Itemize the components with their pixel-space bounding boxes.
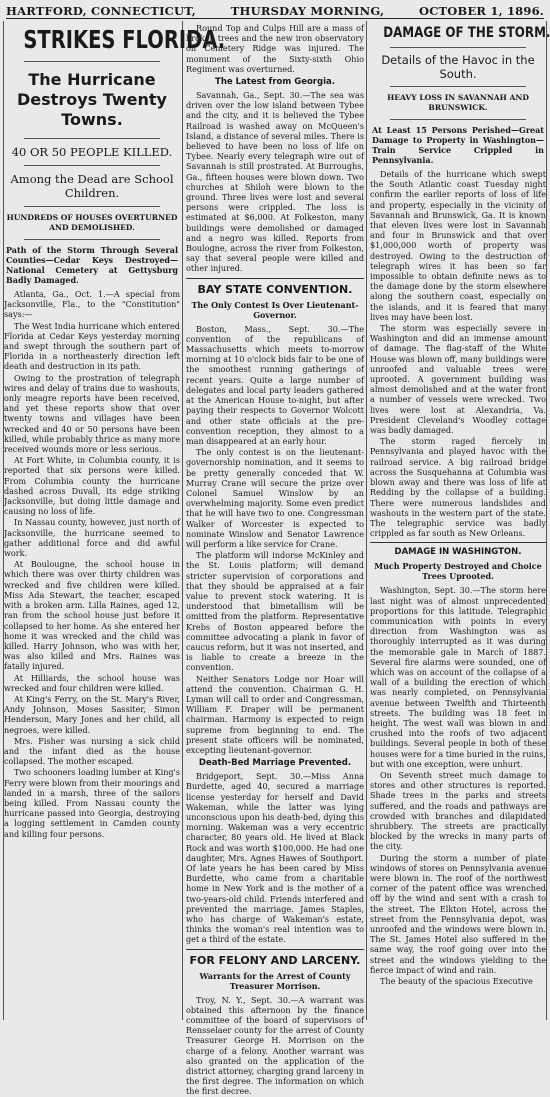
divider (24, 61, 160, 62)
masthead-day: THURSDAY MORNING, (230, 3, 385, 18)
paragraph: Round Top and Culps Hill are a mass of broken trees and the new iron observatory on Cemetery Ridge was injured. The monument of the Sixty-sixth Ohio Regiment was overturned. (186, 23, 364, 74)
paragraph: At Fort White, in Columbia county, it is reported that six persons were killed. From Columbia county the hurricane dashed across Duvall, its edge striking Jacksonville, but doing little damage and causing no loss of life. (4, 455, 180, 517)
divider (370, 542, 546, 543)
paragraph: At Boulougne, the school house in which there was over thirty children was wrecked and five children were killed. Miss Ada Stewart, the teacher, escaped with a broken arm. Lilla Raines, aged 12, ran from the school house just before it collapsed to her home. As she entered her home it was wrecked and the child was killed. Harry Johnson, who was with her, was also killed and Mrs. Raines was fatally injured. (4, 559, 180, 672)
divider (186, 278, 364, 279)
deck-houses: HUNDREDS OF HOUSES OVERTURNED AND DEMOLISHED. (6, 213, 178, 232)
divider (186, 949, 364, 950)
paragraph: During the storm a number of plate windows of stores on Pennsylvania avenue were blown in. The roof of the northwest corner of the patent office was wrenched off by the wind and sent with a crash to the street. The Elkton Hotel, across the street from the Pennsylvania depot, was unroofed and the windows were blown in. The St. James Hotel also suffered in the same way, the roof going over into the street and the windows yielding to the fierce impact of wind and rain. (370, 852, 546, 975)
headline-damage-of-storm: DAMAGE OF THE STORM. (383, 25, 550, 41)
paragraph: Details of the hurricane which swept the South Atlantic coast Tuesday night confirm the earlier reports of loss of life and property, especially in the vicinity of Savannah and Brunswick, Ga. It is known that eleven lives were lost in Savannah and four in Brunswick and that over $1,000,000 worth of property was destroyed. Owing to the destruction of telegraph wires it has been so far impossible to obtain definite news as to the damage done by the storm elsewhere along the southern coast, especially on the islands, and it is feared that many lives may have been lost. (370, 169, 546, 322)
deck-hurricane: The Hurricane Destroys Twenty Towns. (17, 70, 167, 129)
column-rule (182, 21, 183, 1020)
divider (390, 47, 526, 48)
divider (24, 239, 160, 240)
paragraph: Owing to the prostration of telegraph wires and delay of trains due to washouts, only meagre reports have been received, and yet these reports show that over twenty towns and villages have been wrecked and 40 or 50 persons have been killed, while probably thrice as many more received wounds more or less serious. (4, 372, 180, 455)
deck-details: Details of the Havoc in the South. (381, 53, 535, 81)
paragraph: The West India hurricane which entered Florida at Cedar Keys yesterday morning and swept through the southern part of Florida in a northeasterly direction left death and destruction in its path. (4, 320, 180, 372)
paragraph: At King's Ferry, on the St. Mary's River, Andy Johnson, Moses Sassiter, Simon Henderson, Mary Jones and her child, all negroes, were killed. (4, 693, 180, 735)
column-3 (370, 23, 550, 1018)
paragraph: The storm was especially severe in Washington and did an immense amount of damage. The flag-staff of the White House was blown off, many buildings were unroofed and valuable trees were uprooted. A government building was almost demolished and at the water front a number of vessels were wrecked. Two lives were lost at Alexandria, Va. President Cleveland's Woodley cottage was badly damaged. (370, 323, 546, 436)
deck-heavy-loss: HEAVY LOSS IN SAVANNAH AND BRUNSWICK. (387, 93, 529, 112)
paragraph: Bridgeport, Sept. 30.—Miss Anna Burdette, aged 40, secured a marriage license yesterday for herself and David Wakeman, while the latter was lying unconscious upon his death-bed, dying this morning. Wakeman was a very eccentric character, 80 years old. He lived at Black Rock and was worth $100,000. He had one daughter, Mrs. Agnes Hawes of Southport. Of late years he has been cared by Miss Burdette, who came from a charitable home in New York and is the mother of a two-years-old child. Friends interfered and prevented the marriage. James Staples, who has charge of Wakeman's estate, thinks the woman's real intention was to get a third of the estate. (186, 771, 364, 945)
paragraph: Atlanta, Ga., Oct. 1.—A special from Jacksonville, Fla., to the "Constitution" says:— (4, 289, 180, 320)
subhead-death-bed: Death-Bed Marriage Prevented. (198, 758, 352, 769)
headline-strikes-florida: STRIKES FLORIDA. (23, 25, 226, 54)
paragraph: The platform will indorse McKinley and the St. Louis platform; will demand stricter supervision of corporations and that they should be appraised at a fair value to prevent stock watering. It is understood that bimetallism will be omitted from the platform. Representative Krebs of Boston appeared before the committee advocating a plank in favor of caucus reform, but it was not inserted, and is liable to create a breeze in the convention. (186, 550, 364, 673)
story-summary: At Least 15 Persons Perished—Great Damage to Property in Washington—Train Service Crippled in Pennsylvania. (372, 125, 544, 165)
paragraph: Troy, N. Y., Sept. 30.—A warrant was obtained this afternoon by the finance committee of the board of supervisors of Rensselaer county for the arrest of County Treasurer George H. Morrison on the charge of a felony. Another warrant was also granted on the application of the district attorney, charging grand larceny in the first degree. The information on which the first decree. (186, 994, 364, 1097)
paragraph: Neither Senators Lodge nor Hoar will attend the convention. Chairman G. H. Lyman will call to order and Congressman, William F. Draper will be permanent chairman. Harmony is expected to reign supreme from beginning to end. The present state officers will be nominated, excepting lieutenant-governor. (186, 673, 364, 755)
divider (390, 86, 526, 87)
masthead-city: HARTFORD, CONNECTICUT, (6, 3, 196, 18)
deck-school-children: Among the Dead are School Children. (10, 172, 174, 200)
story-body (4, 289, 180, 839)
paragraph: Two schooners loading lumber at King's Ferry were blown from their moorings and landed in a marsh, three of the sailors being killed. From Nassau county the hurricane passed into Georgia, destroying a logging settlement in Camden county and killing four persons. (4, 767, 180, 839)
divider (24, 206, 160, 207)
paragraph: The beauty of the spacious Executive (380, 976, 533, 987)
divider (390, 119, 526, 120)
subhead-bay-state: The Only Contest Is Over Lieutenant-Governor. (191, 299, 359, 320)
divider (24, 138, 160, 139)
column-2 (186, 23, 364, 1097)
divider (24, 165, 160, 166)
column-rule (366, 21, 367, 1020)
paragraph: At Hilliards, the school house was wrecked and four children were killed. (4, 672, 180, 693)
column-1 (4, 23, 226, 1018)
paragraph: On Seventh street much damage to stores and other structures is reported. Shade trees in the parks and streets suffered, and the roads and pathways are crowded with branches and dilapidated shrubbery. The streets are practically blocked by the wrecks in many parts of the city. (370, 769, 546, 852)
deck-killed: 40 OR 50 PEOPLE KILLED. (11, 145, 173, 159)
masthead (6, 3, 544, 19)
paragraph: Savannah, Ga., Sept. 30.—The sea was driven over the low island between Tybee and the city, and it is believed the Tybee Railroad is washed away on McQueen's Island, a distance of several miles. There is believed to have been no loss of life on Tybee. Nearly every telegraph wire out of Savannah is still prostrated. At Burroughs, Ga., fifteen houses were blown down. Two churches at Shiloh were blown to the ground. Three lives were lost and several persons were crippled. The loss is estimated at $6,000. At Folkeston, many buildings were demolished or damaged and a negro was killed. Reports from Boulogne, across the river from Folkeston, say that several people were killed and other injured. (186, 90, 364, 274)
column-rule (546, 21, 547, 1020)
paragraph: The only contest is on the lieutenant-governorship nomination, and it seems to be pretty generally conceded that W. Murray Crane will secure the prize over Colonel Samuel Winslow by an overwhelming majority. Some even predict that he will have two to one. Congressman Walker of Worcester is expected to nominate Winslow and Senator Lawrence will perform a like service for Crane. (186, 447, 364, 549)
subhead-washington: Much Property Destroyed and Choice Trees Uprooted. (374, 561, 542, 582)
subhead-georgia: The Latest from Georgia. (215, 77, 335, 88)
story-summary: Path of the Storm Through Several Counties—Cedar Keys Destroyed—National Cemetery at Gettysburg Badly Damaged. (6, 245, 178, 285)
paragraph: Mrs. Fisher was nursing a sick child and the infant died as the house collapsed. The mother escaped. (4, 735, 180, 767)
masthead-date: OCTOBER 1, 1896. (418, 3, 544, 18)
headline-damage-washington: DAMAGE IN WASHINGTON. (394, 547, 522, 558)
paragraph: Washington, Sept. 30.—The storm here last night was of almost unprecedented proportions for this latitude. Telegraphic communication with points in every direction from Washington was as thoroughly interrupted as it was during the memorable gale in March of 1887. Several fire alarms were sounded, one of which was on account of the collapse of a wall of a building the erection of which was nearly completed, on Pennsylvania avenue between Twelfth and Thirteenth streets. The building was 18 feet in height. The west wall was blown in and crushed into the roofs of two adjacent buildings. Several people in both of these houses were for a time buried in the ruins, but with one exception, were unhurt. (370, 585, 546, 769)
paragraph: In Nassau county, however, just north of Jacksonville, the hurricane seemed to gather additional force and did awful work. (4, 517, 180, 559)
headline-felony: FOR FELONY AND LARCENY. (189, 953, 361, 967)
paragraph: Boston, Mass., Sept. 30.—The convention of the republicans of Massachusetts which meets to-morrow morning at 10 o'clock bids fair to be one of the smoothest running gatherings of recent years. Quite a large number of delegates and local party leaders gathered at the American House to-night, but after paying their respects to Governor Wolcott and other state officials at the pre-convention reception, they almost to a man disappeared at an early hour. (186, 323, 364, 446)
subhead-felony: Warrants for the Arrest of County Treasurer Morrison. (199, 970, 351, 991)
headline-bay-state: BAY STATE CONVENTION. (197, 282, 353, 296)
paragraph: The storm raged fiercely in Pennsylvania and played havoc with the railroad service. A big railroad bridge across the Susquehanna at Columbia was blown away and there was loss of life at Redding by the collapse of a building. There were numerous landslides and washouts in the western part of the state. The telegraphic service was badly crippled as far south as New Orleans. (370, 436, 546, 539)
